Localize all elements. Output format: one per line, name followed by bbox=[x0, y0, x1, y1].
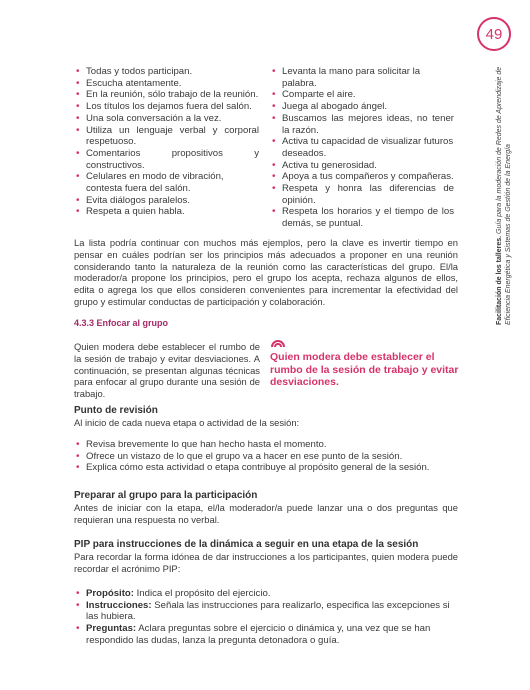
punto-revision-heading: Punto de revisión bbox=[74, 405, 158, 416]
pip-desc: Señala las instrucciones para realizarlo, especifica las excepciones si las hubiera. bbox=[86, 599, 450, 623]
pip-heading: PIP para instrucciones de la dinámica a seguir en una etapa de la sesión bbox=[74, 539, 419, 550]
quote-icon bbox=[271, 339, 285, 348]
list-item bbox=[74, 600, 458, 623]
list-item: • Utiliza un lenguaje verbal y corporal respetuoso. bbox=[74, 125, 259, 148]
side-title-bold: Facilitación de los talleres. bbox=[496, 235, 503, 325]
pip-list bbox=[74, 588, 458, 647]
list-item: • Escucha atentamente. bbox=[74, 78, 259, 90]
list-item: • Evita diálogos paralelos. bbox=[74, 195, 259, 207]
page-number: 49 bbox=[477, 17, 511, 51]
list-item: • Celulares en modo de vibración, contesta fuera del salón. bbox=[74, 171, 259, 194]
pip-term: Propósito: bbox=[86, 588, 134, 599]
list-item: • Respeta los horarios y el tiempo de los demás, se puntual. bbox=[270, 206, 454, 229]
list-item bbox=[74, 588, 458, 600]
list-item: • Todas y todos participan. bbox=[74, 66, 259, 78]
punto-revision-list bbox=[74, 439, 458, 474]
list-item: • Los títulos los dejamos fuera del salón. bbox=[74, 101, 259, 113]
pip-term: Instrucciones: bbox=[86, 599, 152, 611]
section-title: 4.3.3 Enfocar al grupo bbox=[74, 318, 169, 328]
list-item: • Juega al abogado ángel. bbox=[270, 101, 454, 113]
list-item: • Buscamos las mejores ideas, no tener la razón. bbox=[270, 113, 454, 136]
list-item: • Activa tu capacidad de visualizar futuros deseados. bbox=[270, 136, 454, 159]
pull-quote: Quien modera debe establecer el rumbo de la sesión de trabajo y evitar desviaciones. bbox=[270, 351, 459, 388]
list-item: • Comentarios propositivos y constructivos. bbox=[74, 148, 259, 171]
intro-paragraph: La lista podría continuar con muchos más ejemplos, pero la clave es invertir tiempo en pensar en cuáles podrían ser los principios más adecuados a proponer en una reunión considerando tanto la naturaleza de la reunión como las características del grupo. El/la moderador/a propone los principios, pero el grupo los acepta, rechaza algunos de ellos, edita o agrega los que ellos consideren convenientes para incrementar la efectividad del grupo y estimular conductas de participación y colaboración. bbox=[74, 237, 458, 307]
pip-desc: Indica el propósito del ejercicio. bbox=[133, 588, 271, 599]
list-item: • Una sola conversación a la vez. bbox=[74, 113, 259, 125]
list-item: • Revisa brevemente lo que han hecho hasta el momento. bbox=[74, 439, 458, 451]
list-item: • En la reunión, sólo trabajo de la reunión. bbox=[74, 89, 259, 101]
pip-term: Preguntas: bbox=[86, 623, 137, 635]
principles-list-left bbox=[74, 66, 259, 218]
list-item: • Ofrece un vistazo de lo que el grupo va a hacer en ese punto de la sesión. bbox=[74, 451, 458, 463]
punto-revision-text: Al inicio de cada nueva etapa o actividad de la sesión: bbox=[74, 417, 300, 428]
pip-desc: Aclara preguntas sobre el ejercicio o dinámica y, una vez que se han respondido las dudas, lanza la pregunta detonadora o guía. bbox=[86, 623, 431, 646]
section-paragraph: Quien modera debe establecer el rumbo de la sesión de trabajo y evitar desviaciones. A continuación, se presentan algunas técnicas para enfocar al grupo durante una sesión de trabajo. bbox=[74, 341, 260, 400]
list-item: • Explica cómo esta actividad o etapa contribuye al propósito general de la sesión. bbox=[74, 462, 458, 474]
side-title-italic: Guía para la moderación de Redes de Aprendizaje de Eficiencia Energética y Sistemas de Gestión de la Energía bbox=[496, 66, 512, 325]
list-item: • Respeta y honra las diferencias de opinión. bbox=[270, 183, 454, 206]
side-running-title bbox=[480, 62, 528, 327]
list-item: • Comparte el aire. bbox=[270, 89, 454, 101]
preparar-text: Antes de iniciar con la etapa, el/la moderador/a puede lanzar una o dos preguntas que requieran una respuesta no verbal. bbox=[74, 502, 458, 525]
list-item: • Activa tu generosidad. bbox=[270, 160, 454, 172]
list-item bbox=[74, 623, 458, 646]
list-item: • Apoya a tus compañeros y compañeras. bbox=[270, 171, 454, 183]
list-item: • Respeta a quien habla. bbox=[74, 206, 259, 218]
preparar-heading: Preparar al grupo para la participación bbox=[74, 490, 258, 501]
list-item: • Levanta la mano para solicitar la palabra. bbox=[270, 66, 454, 89]
principles-list-right bbox=[270, 66, 454, 230]
pip-text: Para recordar la forma idónea de dar instrucciones a los participantes, quien modera puede recordar el acrónimo PIP: bbox=[74, 551, 458, 574]
